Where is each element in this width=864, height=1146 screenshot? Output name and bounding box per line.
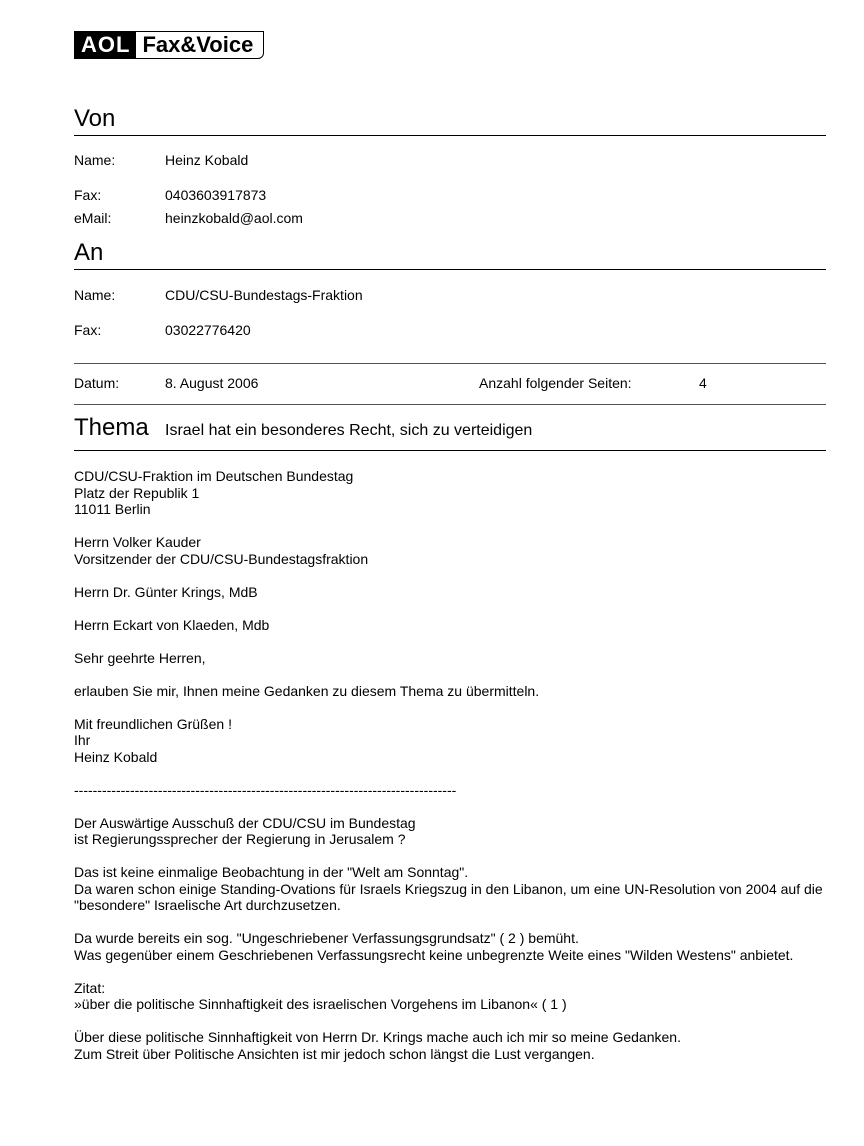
aol-fax-voice-logo: [74, 31, 264, 59]
date-value: 8. August 2006: [165, 375, 259, 391]
sender-email-value: heinzkobald@aol.com: [165, 210, 303, 226]
paragraph-sinnhaftigkeit: Über diese politische Sinnhaftigkeit von Herrn Dr. Krings mache auch ich mir so meine Gedanken. Zum Streit über Politische Ansichten ist mir jedoch schon längst die Lust vergangen.: [74, 1029, 681, 1062]
letter-body: [74, 468, 834, 1079]
datum-top-divider: [74, 363, 826, 364]
quote-paragraph: Zitat: »über die politische Sinnhaftigkeit des israelischen Vorgehens im Libanon« ( 1 ): [74, 979, 567, 1012]
recipient-name-label: Name:: [74, 287, 116, 303]
recipient-name-value: CDU/CSU-Bundestags-Fraktion: [165, 287, 363, 303]
salutation: Sehr geehrte Herren,: [74, 649, 206, 666]
recipient-address: CDU/CSU-Fraktion im Deutschen Bundestag Platz der Republik 1 11011 Berlin: [74, 468, 354, 517]
datum-bottom-divider: [74, 404, 826, 405]
sender-email-label: eMail:: [74, 210, 112, 226]
addressee-krings: Herrn Dr. Günter Krings, MdB: [74, 583, 258, 600]
addressee-klaeden: Herrn Eckart von Klaeden, Mdb: [74, 616, 270, 633]
closing: Mit freundlichen Grüßen ! Ihr Heinz Kobald: [74, 715, 232, 765]
sender-fax-value: 0403603917873: [165, 187, 267, 203]
date-label: Datum:: [74, 375, 120, 391]
sender-fax-label: Fax:: [74, 187, 102, 203]
von-heading: Von: [74, 105, 116, 132]
paragraph-observation: Das ist keine einmalige Beobachtung in der "Welt am Sonntag". Da waren schon einige Standing-Ovations für Israels Kriegszug in den Libanon, um eine UN-Resolution von 2004 auf die "besondere" Israelische Art durchzusetzen.: [74, 864, 823, 913]
von-divider: [74, 135, 826, 136]
page-count-label: Anzahl folgender Seiten:: [479, 375, 632, 391]
an-divider: [74, 269, 826, 270]
dashed-separator: ----------------------------------------------------------------------------------: [74, 781, 457, 798]
page-count-value: 4: [699, 375, 707, 391]
sender-name-value: Heinz Kobald: [165, 152, 249, 168]
sender-name-label: Name:: [74, 152, 116, 168]
recipient-fax-label: Fax:: [74, 322, 102, 338]
recipient-fax-value: 03022776420: [165, 322, 251, 338]
an-heading: An: [74, 239, 104, 266]
thema-divider: [74, 450, 826, 451]
thema-heading: Thema: [74, 414, 149, 441]
paragraph-verfassungsgrundsatz: Da wurde bereits ein sog. "Ungeschriebener Verfassungsgrundsatz" ( 2 ) bemüht. Was gegenüber einem Geschriebenen Verfassungsrecht keine unbegrenzte Weite eines "Wilden Westens" anbietet.: [74, 930, 794, 963]
addressee-kauder: Herrn Volker Kauder Vorsitzender der CDU/CSU-Bundestagsfraktion: [74, 534, 369, 567]
headline-question: Der Auswärtige Ausschuß der CDU/CSU im Bundestag ist Regierungssprecher der Regierung in Jerusalem ?: [74, 814, 416, 847]
logo-brand: AOL: [75, 32, 136, 58]
logo-product: Fax&Voice: [142, 32, 254, 57]
intro-paragraph: erlauben Sie mir, Ihnen meine Gedanken zu diesem Thema zu übermitteln.: [74, 682, 540, 699]
thema-subject: Israel hat ein besonderes Recht, sich zu verteidigen: [165, 422, 533, 439]
